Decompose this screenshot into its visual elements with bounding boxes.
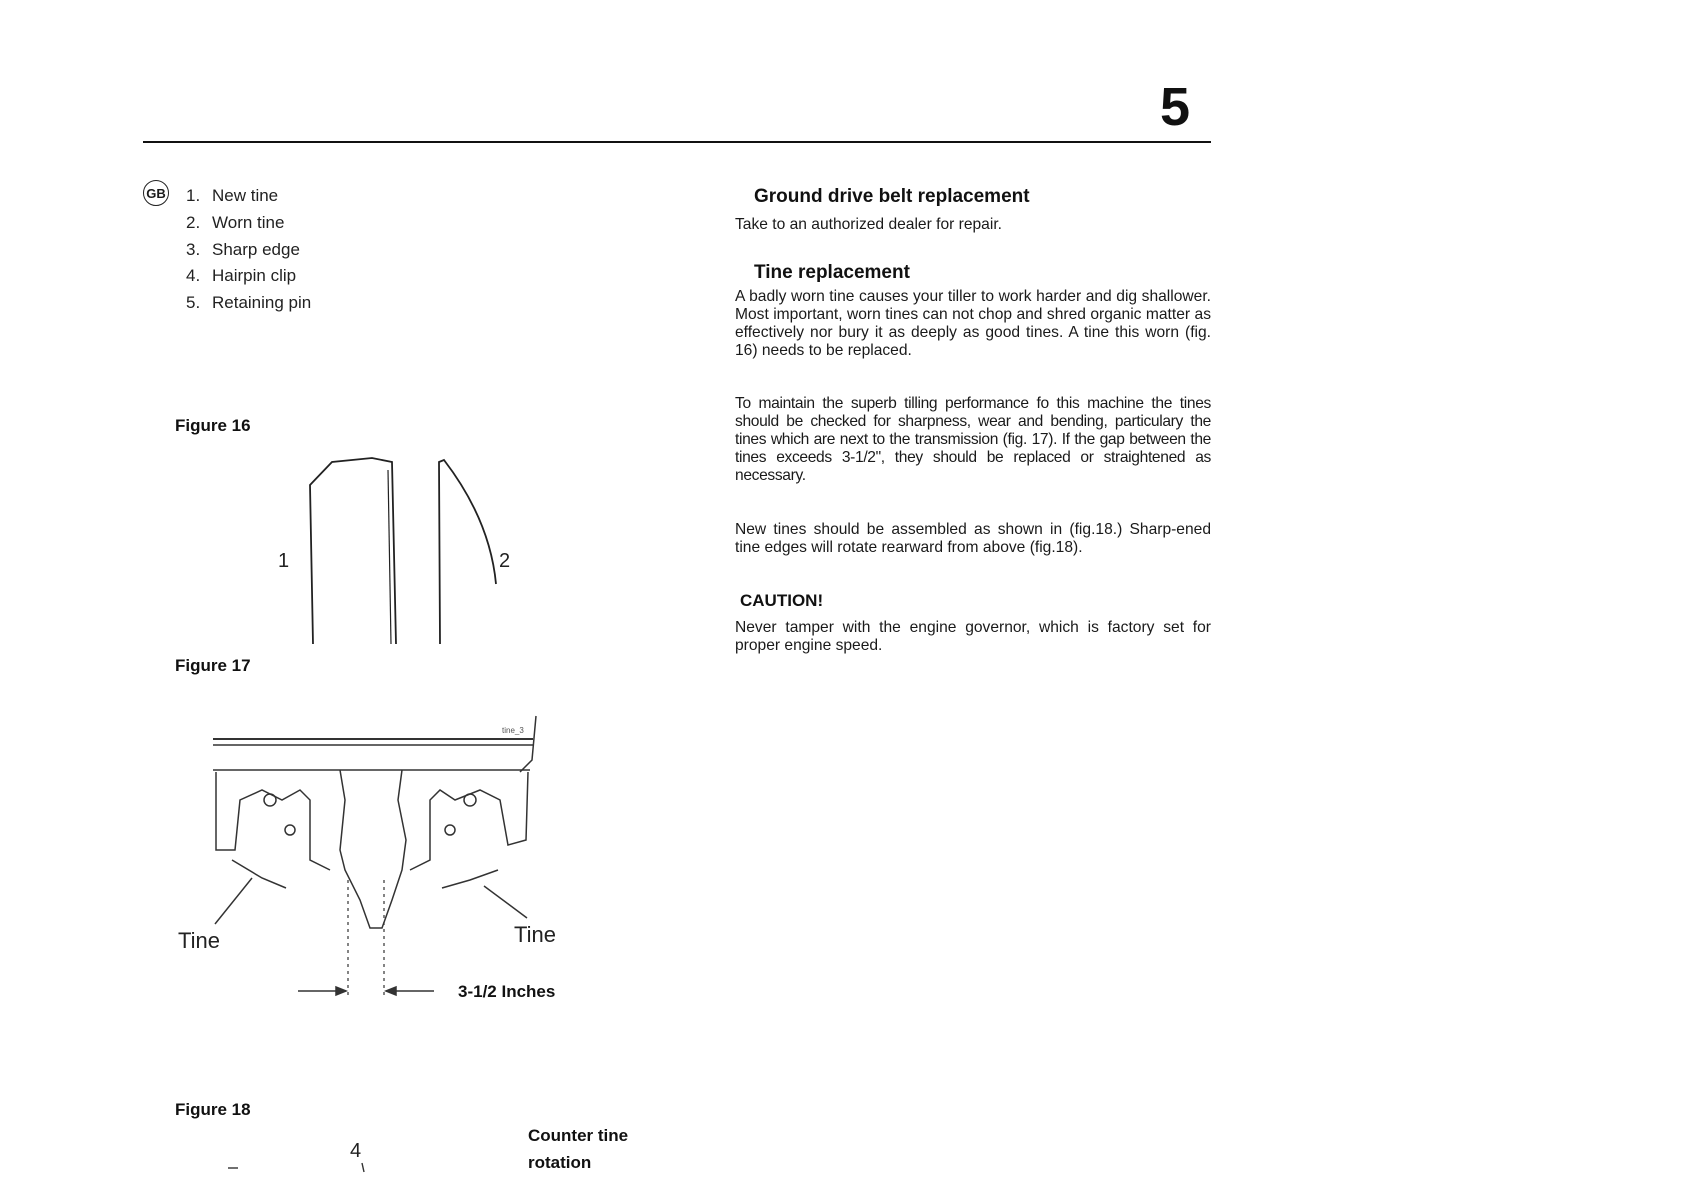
figure-16-drawing	[310, 458, 496, 644]
hub-bolt	[285, 825, 295, 835]
legend-number: 3.	[186, 239, 201, 259]
callout-4-leader	[362, 1163, 364, 1172]
figure-18-rotation-label: rotation	[528, 1153, 592, 1172]
figure-17-tag: tine_3	[502, 726, 524, 735]
legend-label: Retaining pin	[212, 293, 312, 313]
figure-18-label: Figure 18	[175, 1100, 251, 1119]
new-tine-outline	[310, 458, 396, 644]
language-badge: GB	[143, 180, 169, 206]
legend-number: 2.	[186, 212, 201, 232]
ground-drive-body: Take to an authorized dealer for repair.	[735, 216, 1002, 233]
legend-number: 5.	[186, 293, 201, 313]
figure-16-callout-worn-tine: 2	[499, 550, 511, 572]
figure-17-tine-right-label: Tine	[514, 922, 556, 947]
new-tines-body: New tines should be assembled as shown in (fig.18.) Sharp-ened tine edges will rotate rearward from above (fig.18).	[735, 521, 1211, 556]
figure-18-drawing	[228, 1163, 364, 1172]
legend-label: Sharp edge	[212, 239, 300, 259]
figure-17-dimension-label: 3-1/2 Inches	[458, 982, 556, 1001]
hub-bolt	[264, 794, 276, 806]
hub-bolt	[464, 794, 476, 806]
legend-number: 4.	[186, 266, 201, 286]
figure-18-counter-label: Counter tine	[528, 1126, 629, 1145]
figure-16-callout-new-tine: 1	[278, 550, 290, 572]
figure-16-label: Figure 16	[175, 416, 251, 435]
legend-label: New tine	[212, 186, 279, 205]
dimension-arrowhead-right	[386, 987, 396, 995]
figure-18-callout-4: 4	[350, 1140, 362, 1162]
caution-heading: CAUTION!	[740, 591, 824, 610]
tine-maintenance-body: To maintain the superb tilling performance fo this machine the tines should be checked for sharpness, wear and bending, particulary the tines which are next to the transmission (fig. 17). If the gap between the tines exceeds 3-1/2", they should be replaced or straightened as necessary.	[735, 395, 1211, 484]
left-hub-assembly	[216, 772, 330, 870]
figure-17-drawing	[213, 716, 536, 995]
frame-hook	[520, 716, 536, 772]
center-transmission	[340, 770, 406, 928]
legend-label: Worn tine	[212, 212, 285, 232]
caution-body: Never tamper with the engine governor, which is factory set for proper engine speed.	[735, 619, 1211, 654]
hub-bolt	[445, 825, 455, 835]
right-hub-assembly	[410, 772, 528, 870]
figure-17-tine-left-label: Tine	[178, 928, 220, 953]
legend-label: Hairpin clip	[212, 266, 297, 286]
worn-tine-outline	[439, 460, 496, 644]
right-tine-blade	[442, 870, 498, 888]
legend-number: 1.	[186, 186, 201, 205]
left-tine-blade	[232, 860, 286, 888]
right-tine-leader	[484, 886, 527, 918]
ground-drive-heading: Ground drive belt replacement	[754, 186, 1030, 207]
dimension-arrowhead-left	[336, 987, 346, 995]
tine-replacement-heading: Tine replacement	[754, 262, 910, 283]
figure-17-label: Figure 17	[175, 656, 251, 675]
left-tine-leader	[215, 878, 252, 924]
tine-replacement-body: A badly worn tine causes your tiller to work harder and dig shallower. Most important, worn tines can not chop and shred organic matter as effectively nor bury it as deeply as good tines. A tine this worn (fig. 16) needs to be replaced.	[735, 288, 1211, 359]
page-number: 5	[1160, 77, 1191, 137]
new-tine-inner-edge	[388, 470, 391, 644]
